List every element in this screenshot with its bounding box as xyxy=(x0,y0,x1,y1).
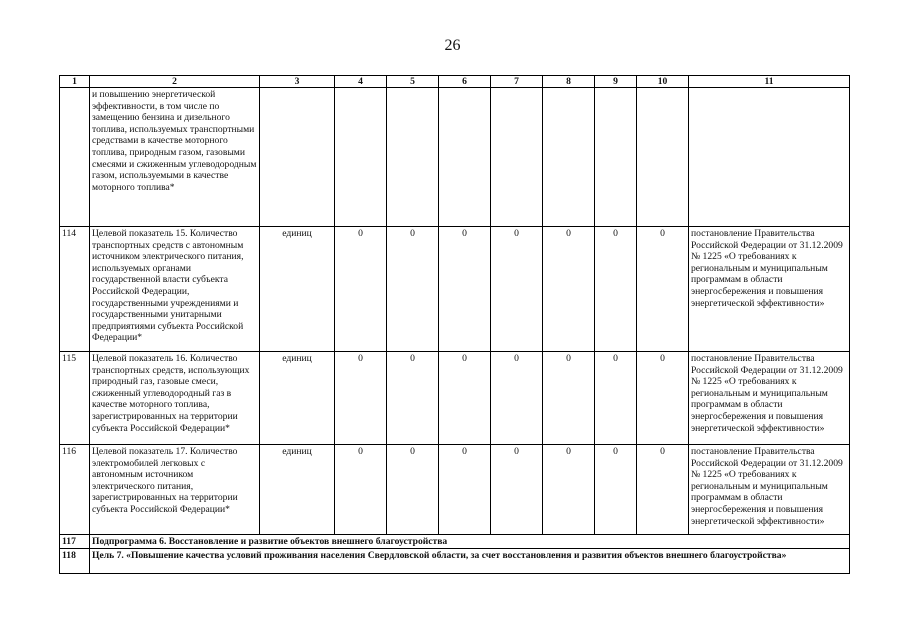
unit-cell: единиц xyxy=(260,445,335,535)
table-row xyxy=(60,445,850,535)
row-number: 117 xyxy=(60,535,90,549)
value-cell: 0 xyxy=(543,227,595,352)
column-header: 4 xyxy=(335,76,387,88)
value-cell: 0 xyxy=(543,352,595,445)
value-cell: 0 xyxy=(491,445,543,535)
value-cell: 0 xyxy=(491,227,543,352)
value-cell: 0 xyxy=(387,352,439,445)
value-cell: 0 xyxy=(637,227,689,352)
source-cell: постановление Правительства Российской Федерации от 31.12.2009 № 1225 «О требованиях к региональным и муниципальным программам в области энергосбережения и повышения энергетической эффективности» xyxy=(689,445,850,535)
page-number: 26 xyxy=(444,37,461,54)
table-row xyxy=(60,227,850,352)
column-header: 6 xyxy=(439,76,491,88)
column-header: 10 xyxy=(637,76,689,88)
value-cell: 0 xyxy=(335,227,387,352)
value-cell: 0 xyxy=(637,352,689,445)
value-cell: 0 xyxy=(439,227,491,352)
source-cell: постановление Правительства Российской Федерации от 31.12.2009 № 1225 «О требованиях к региональным и муниципальным программам в области энергосбережения и повышения энергетической эффективности» xyxy=(689,352,850,445)
continuation-text: и повышению энергетической эффективности, в том числе по замещению бензина и дизельного топлива, используемых транспортными средствами в качестве моторного топлива, природным газом, газовыми смесями и сжиженным углеводородным газом, используемыми в качестве моторного топлива* xyxy=(90,88,260,227)
unit-cell: единиц xyxy=(260,227,335,352)
empty-cell xyxy=(439,88,491,227)
indicator-text: Целевой показатель 16. Количество транспортных средств, использующих природный газ, газовые смеси, сжиженный углеводородный газ в качестве моторного топлива, зарегистрированных на территории субъекта Российской Федерации* xyxy=(90,352,260,445)
row-number: 116 xyxy=(60,445,90,535)
row-number: 118 xyxy=(60,549,90,574)
row-number: 115 xyxy=(60,352,90,445)
header-row xyxy=(60,76,850,88)
indicators-table xyxy=(59,75,850,574)
value-cell: 0 xyxy=(335,445,387,535)
empty-cell xyxy=(491,88,543,227)
empty-cell xyxy=(595,88,637,227)
value-cell: 0 xyxy=(439,445,491,535)
subprogram-title: Подпрограмма 6. Восстановление и развитие объектов внешнего благоустройства xyxy=(90,535,850,549)
empty-cell xyxy=(260,88,335,227)
value-cell: 0 xyxy=(387,445,439,535)
column-header: 3 xyxy=(260,76,335,88)
column-header: 9 xyxy=(595,76,637,88)
empty-cell xyxy=(689,88,850,227)
unit-cell: единиц xyxy=(260,352,335,445)
subprogram-row xyxy=(60,535,850,549)
empty-cell xyxy=(387,88,439,227)
empty-cell xyxy=(335,88,387,227)
column-header: 5 xyxy=(387,76,439,88)
empty-cell xyxy=(543,88,595,227)
value-cell: 0 xyxy=(595,445,637,535)
value-cell: 0 xyxy=(637,445,689,535)
goal-title: Цель 7. «Повышение качества условий проживания населения Свердловской области, за счет восстановления и развития объектов внешнего благоустройства» xyxy=(90,549,850,574)
value-cell: 0 xyxy=(387,227,439,352)
source-cell: постановление Правительства Российской Федерации от 31.12.2009 № 1225 «О требованиях к региональным и муниципальным программам в области энергосбережения и повышения энергетической эффективности» xyxy=(689,227,850,352)
column-header: 8 xyxy=(543,76,595,88)
table-row xyxy=(60,88,850,227)
value-cell: 0 xyxy=(595,352,637,445)
table-row xyxy=(60,352,850,445)
value-cell: 0 xyxy=(335,352,387,445)
row-number: 114 xyxy=(60,227,90,352)
column-header: 2 xyxy=(90,76,260,88)
value-cell: 0 xyxy=(491,352,543,445)
indicator-text: Целевой показатель 17. Количество электромобилей легковых с автономным источником электрического питания, зарегистрированных на территории субъекта Российской Федерации* xyxy=(90,445,260,535)
indicator-text: Целевой показатель 15. Количество транспортных средств с автономным источником электрического питания, используемых органами государственной власти субъекта Российской Федерации, государственными учреждениями и государственными унитарными предприятиями субъекта Российской Федерации* xyxy=(90,227,260,352)
goal-row xyxy=(60,549,850,574)
value-cell: 0 xyxy=(595,227,637,352)
column-header: 1 xyxy=(60,76,90,88)
empty-cell xyxy=(637,88,689,227)
value-cell: 0 xyxy=(543,445,595,535)
row-number-cell xyxy=(60,88,90,227)
value-cell: 0 xyxy=(439,352,491,445)
column-header: 11 xyxy=(689,76,850,88)
column-header: 7 xyxy=(491,76,543,88)
